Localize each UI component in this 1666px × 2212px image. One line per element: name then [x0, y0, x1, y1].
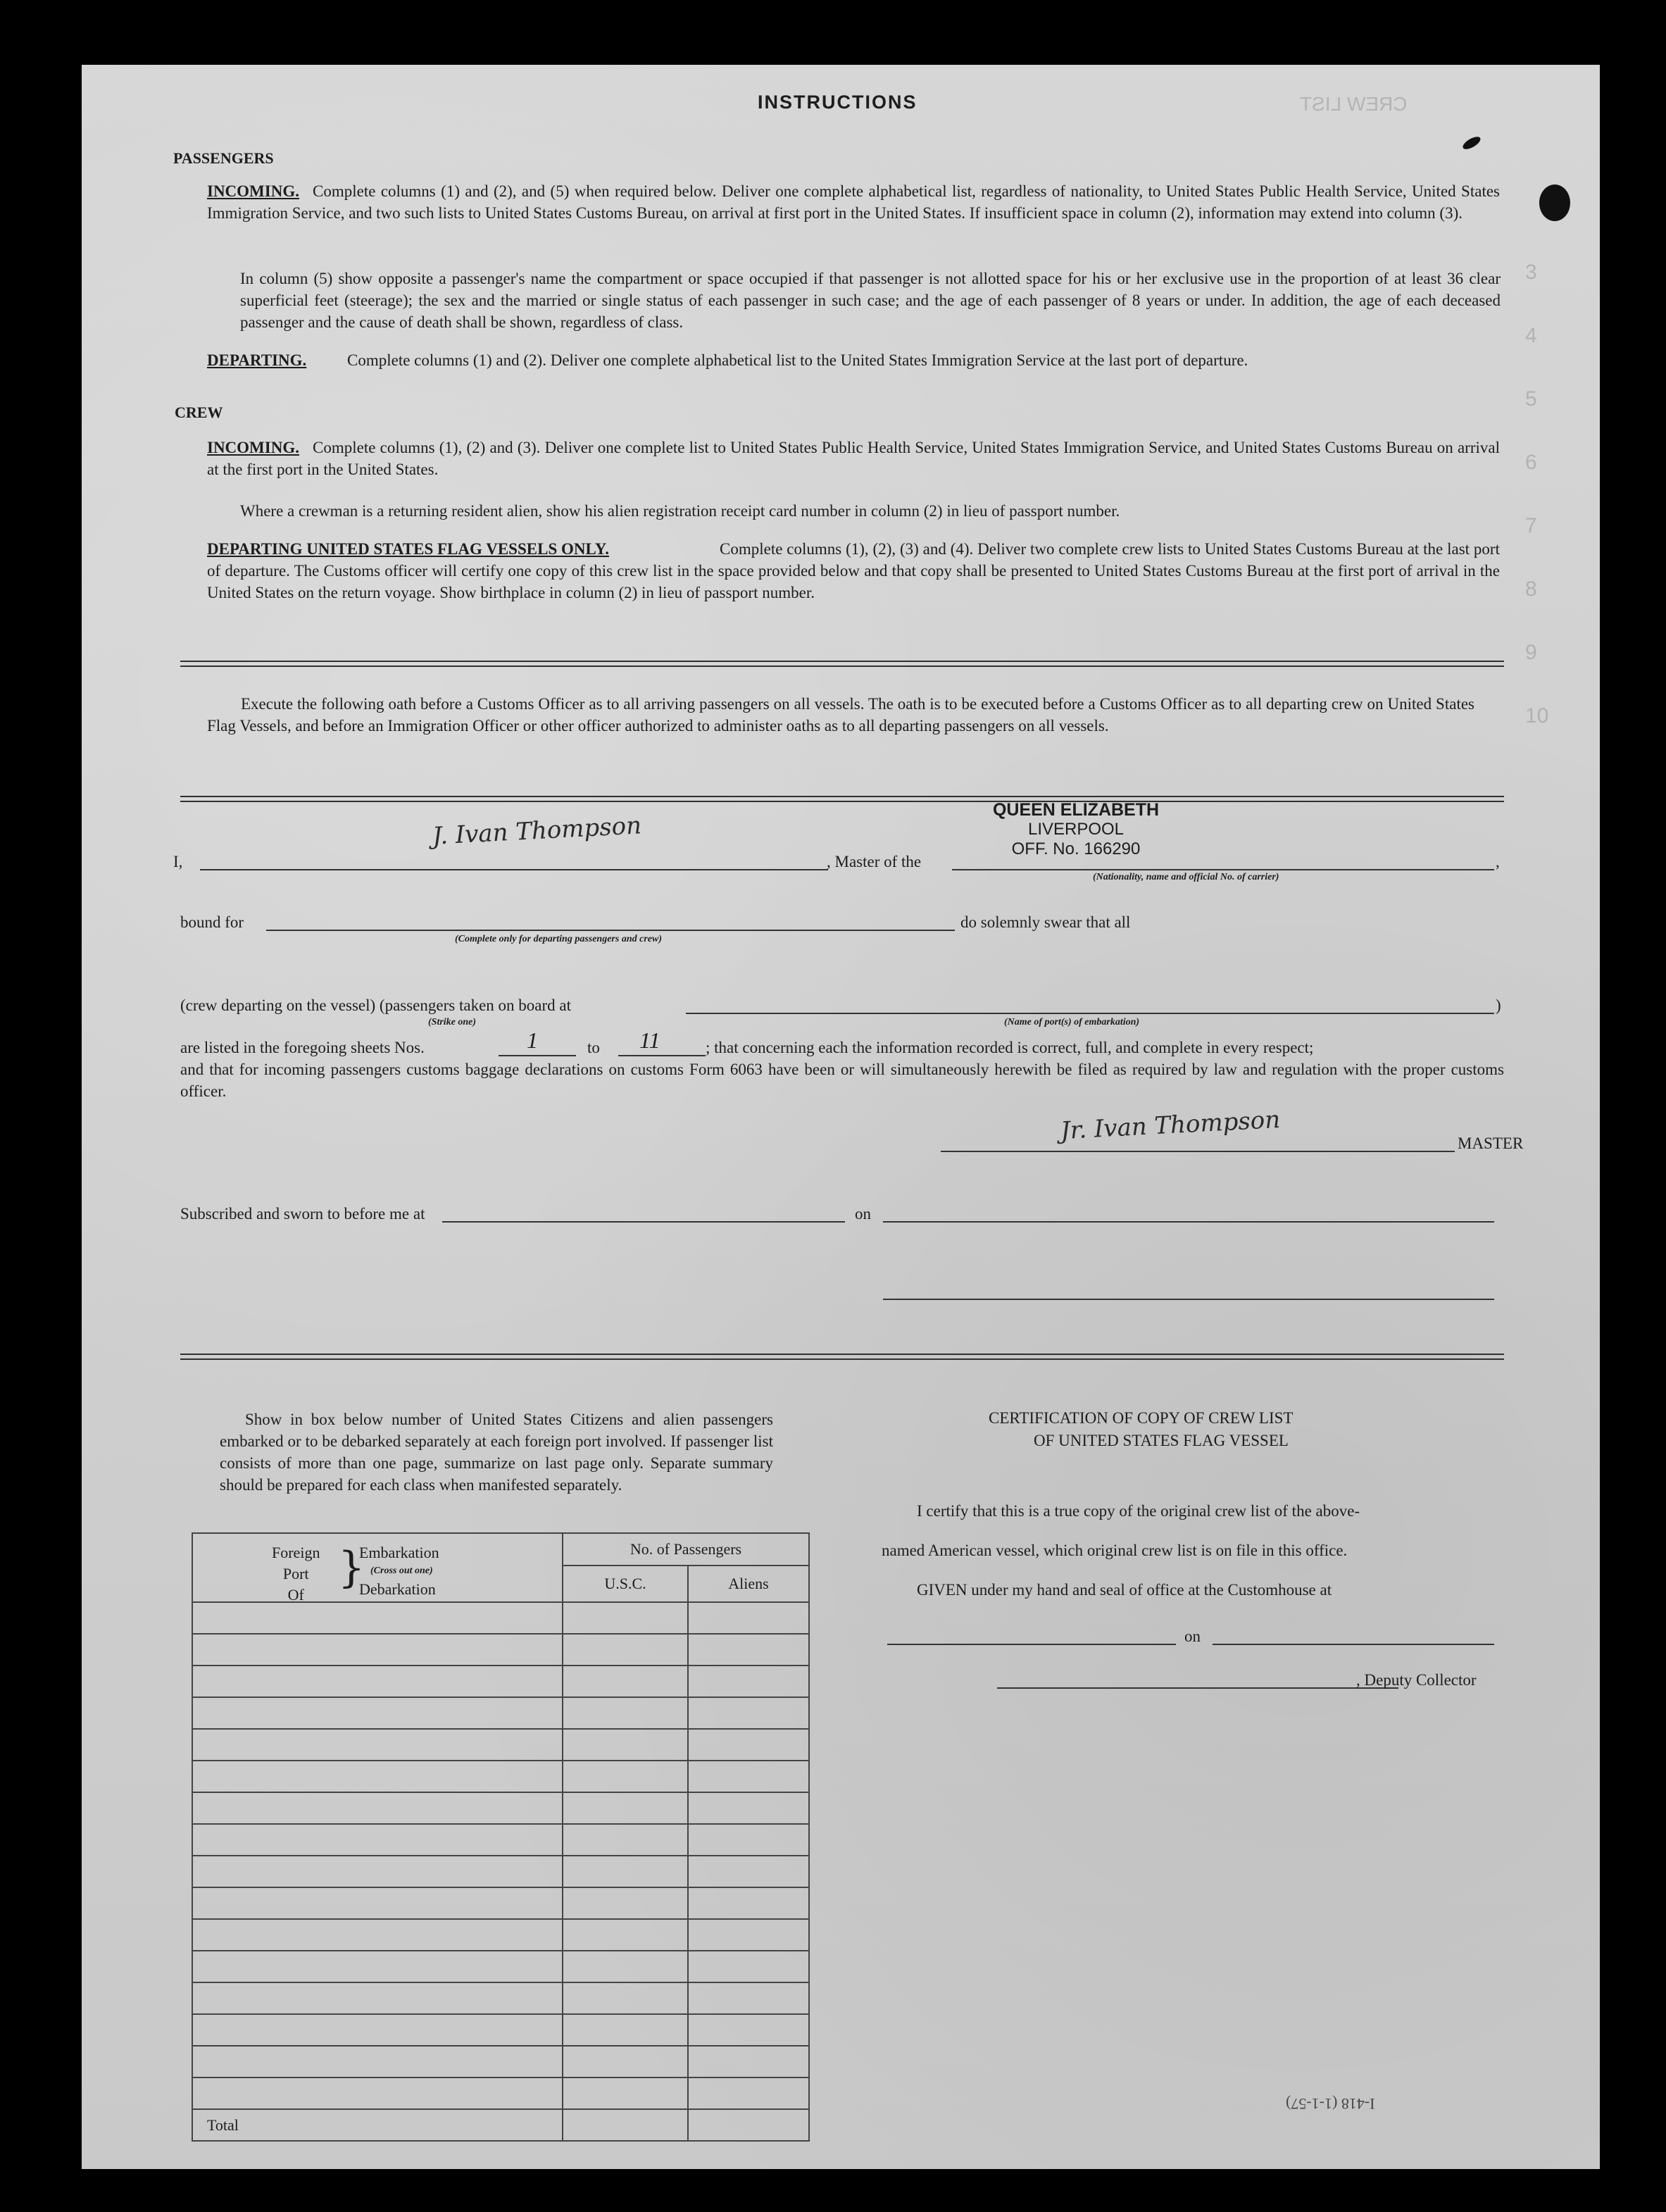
officer-signature-line: [883, 1299, 1494, 1300]
table-row: [192, 2046, 809, 2077]
passengers-incoming-text: Complete columns (1) and (2), and (5) when required below. Deliver one complete alphabetical list, regardless of nationality, to United States Public Health Service, United States Immigration Service, and two such lists to United States Customs Bureau, on arrival at first port in the United States. If insufficient space in column (2), information may extend into column (3).: [207, 182, 1500, 222]
master-signature: J. Ivan Thompson: [432, 811, 642, 851]
subscribed-on-label: on: [855, 1205, 871, 1223]
vessel-stamp: QUEEN ELIZABETH LIVERPOOL OFF. No. 166290: [992, 800, 1160, 858]
certification-title-1: CERTIFICATION OF COPY OF CREW LIST: [989, 1409, 1294, 1427]
sheet-to-value: 11: [639, 1027, 660, 1053]
table-row: [192, 1951, 809, 1982]
port-label: Port: [282, 1565, 309, 1582]
table-row: [192, 1666, 809, 1697]
passengers-departing-label: DEPARTING.: [207, 351, 307, 369]
table-row: [192, 1887, 809, 1919]
certification-date-line: [1213, 1644, 1494, 1645]
document-page: [82, 65, 1600, 2169]
deputy-collector-line: [997, 1687, 1398, 1689]
carrier-caption: (Nationality, name and official No. of carrier): [1093, 872, 1279, 882]
total-row: [192, 2109, 809, 2141]
bound-for-caption: (Complete only for departing passengers and crew): [455, 934, 662, 944]
oath-baggage-text: and that for incoming passengers customs baggage declarations on customs Form 6063 have been or will simultaneously herewith be filed as required by law and regulation with the proper customs officer.: [180, 1061, 1504, 1100]
certify-line-2: named American vessel, which original crew list is on file in this office.: [882, 1542, 1348, 1559]
crew-heading: CREW: [175, 404, 223, 421]
subscribed-date-line: [883, 1221, 1494, 1223]
oath-sheet-to-label: to: [587, 1039, 600, 1056]
table-row: [192, 1824, 809, 1856]
subscribed-label: Subscribed and sworn to before me at: [180, 1205, 425, 1223]
table-row: [192, 1761, 809, 1792]
total-label: Total: [207, 2116, 239, 2134]
oath-bound-for-label: bound for: [180, 913, 244, 931]
embarkation-caption: (Name of port(s) of embarkation): [1004, 1017, 1140, 1027]
table-row: [192, 2077, 809, 2109]
sheet-to-line: [618, 1055, 706, 1056]
summary-instructions: Show in box below number of United States Citizens and alien passengers embarked or to be debarked separately at each foreign port involved. If passenger list consists of more than one page, summarize on last page only. Separate summary should be prepared for each class when manifested separately.: [220, 1411, 773, 1494]
table-row: [192, 1729, 809, 1761]
foreign-label: Foreign: [272, 1544, 320, 1561]
ink-blot: [1539, 185, 1570, 221]
sheet-from-value: 1: [527, 1027, 538, 1053]
cross-out-caption: (Cross out one): [370, 1566, 433, 1576]
oath-crew-passengers-label: (crew departing on the vessel) (passengers taken on board at: [180, 996, 571, 1014]
passenger-summary-table: [192, 1532, 810, 2142]
passengers-incoming-label: INCOMING.: [207, 182, 299, 200]
passengers-heading: PASSENGERS: [173, 149, 274, 167]
section-divider-3: [180, 1354, 1504, 1360]
table-row: [192, 1697, 809, 1729]
oath-sheets-suffix: ; that concerning each the information recorded is correct, full, and complete in every respect;: [706, 1039, 1314, 1056]
section-divider-2: [180, 796, 1504, 802]
crew-departing-text: Complete columns (1), (2), (3) and (4). Deliver two complete crew lists to United States Customs Bureau at the last port of departure. The Customs officer will certify one copy of this crew list in the space provided below and that copy shall be presented to United States Customs Bureau at the first port of arrival in the United States on the return voyage. Show birthplace in column (2) in lieu of passport number.: [207, 540, 1500, 601]
given-text: GIVEN under my hand and seal of office at the Customhouse at: [917, 1581, 1332, 1599]
crew-resident-text: Where a crewman is a returning resident alien, show his alien registration receipt card number in column (2) in lieu of passport number.: [240, 502, 1120, 520]
ink-mark: [1461, 135, 1482, 151]
subscribed-place-line: [442, 1221, 845, 1223]
master-signature-line: [941, 1151, 1455, 1152]
aliens-label: Aliens: [728, 1575, 769, 1592]
embarkation-label: Embarkation: [359, 1544, 439, 1561]
carrier-line: [952, 869, 1494, 870]
bleed-through-text: CREW LIST: [1300, 93, 1408, 115]
bound-for-line: [266, 930, 955, 931]
table-row: [192, 2014, 809, 2046]
port-header-cell: Foreign Port Of } Embarkation (Cross out one) Debarkation: [192, 1533, 563, 1602]
table-row: [192, 1602, 809, 1634]
passengers-column5-text: In column (5) show opposite a passenger's name the compartment or space occupied if that passenger is not allotted space for his or her exclusive use in the proportion of at least 36 clear superficial feet (steerage); the sex and the married or single status of each passenger in such case; and the age of each passenger of 8 years or under. In addition, the age of each deceased passenger and the cause of death shall be shown, regardless of class.: [240, 270, 1501, 331]
oath-intro-text: Execute the following oath before a Customs Officer as to all arriving passengers on all vessels. The oath is to be executed before a Customs Officer as to all departing crew on United States Flag Vessels, and before an Immigration Officer or other officer authorized to administer oaths as to all departing passengers on all vessels.: [207, 695, 1474, 735]
oath-close-paren: ): [1496, 996, 1501, 1014]
certification-title-2: OF UNITED STATES FLAG VESSEL: [1034, 1432, 1289, 1449]
carrier-line-comma: ,: [1496, 853, 1500, 870]
master-label: MASTER: [1458, 1135, 1524, 1152]
master-name-line: [200, 869, 828, 870]
form-number: I-418 (1-1-57): [1286, 2095, 1375, 2113]
crew-departing-label: DEPARTING UNITED STATES FLAG VESSELS ONLY.: [207, 540, 609, 558]
table-row: [192, 1982, 809, 2014]
sheet-from-line: [499, 1055, 576, 1056]
crew-incoming-text: Complete columns (1), (2) and (3). Deliver one complete list to United States Public Health Service, United States Immigration Service, and United States Customs Bureau on arrival at the first port in the United States.: [207, 439, 1500, 478]
table-row: [192, 1792, 809, 1824]
passengers-header-cell: [563, 1533, 809, 1602]
table-row: [192, 1919, 809, 1951]
debarkation-label: Debarkation: [359, 1580, 436, 1598]
oath-sheets-prefix: are listed in the foregoing sheets Nos.: [180, 1039, 425, 1056]
master-signature-2: Jr. Ivan Thompson: [1060, 1105, 1282, 1146]
bleed-through-numbers: 3 4 5 6 7 8 9 10: [1525, 261, 1549, 727]
of-label: Of: [287, 1586, 304, 1604]
no-passengers-label: No. of Passengers: [563, 1534, 808, 1566]
usc-label: U.S.C.: [563, 1566, 689, 1601]
strike-caption: (Strike one): [428, 1017, 477, 1027]
embarkation-line: [686, 1013, 1494, 1014]
passengers-departing-text: Complete columns (1) and (2). Deliver one complete alphabetical list to the United States Immigration Service at the last port of departure.: [347, 351, 1248, 369]
table-row: [192, 1856, 809, 1887]
certify-line-1: I certify that this is a true copy of the original crew list of the above-: [917, 1502, 1360, 1520]
customhouse-line: [887, 1644, 1176, 1645]
oath-i-label: I,: [173, 853, 183, 870]
section-divider-1: [180, 661, 1504, 667]
oath-swear-label: do solemnly swear that all: [960, 913, 1131, 931]
table-row: [192, 1634, 809, 1666]
certification-on-label: on: [1184, 1627, 1201, 1645]
page-title: INSTRUCTIONS: [758, 92, 917, 113]
deputy-collector-label: , Deputy Collector: [1356, 1671, 1477, 1689]
oath-master-of-label: , Master of the: [827, 853, 922, 870]
crew-incoming-label: INCOMING.: [207, 439, 299, 456]
